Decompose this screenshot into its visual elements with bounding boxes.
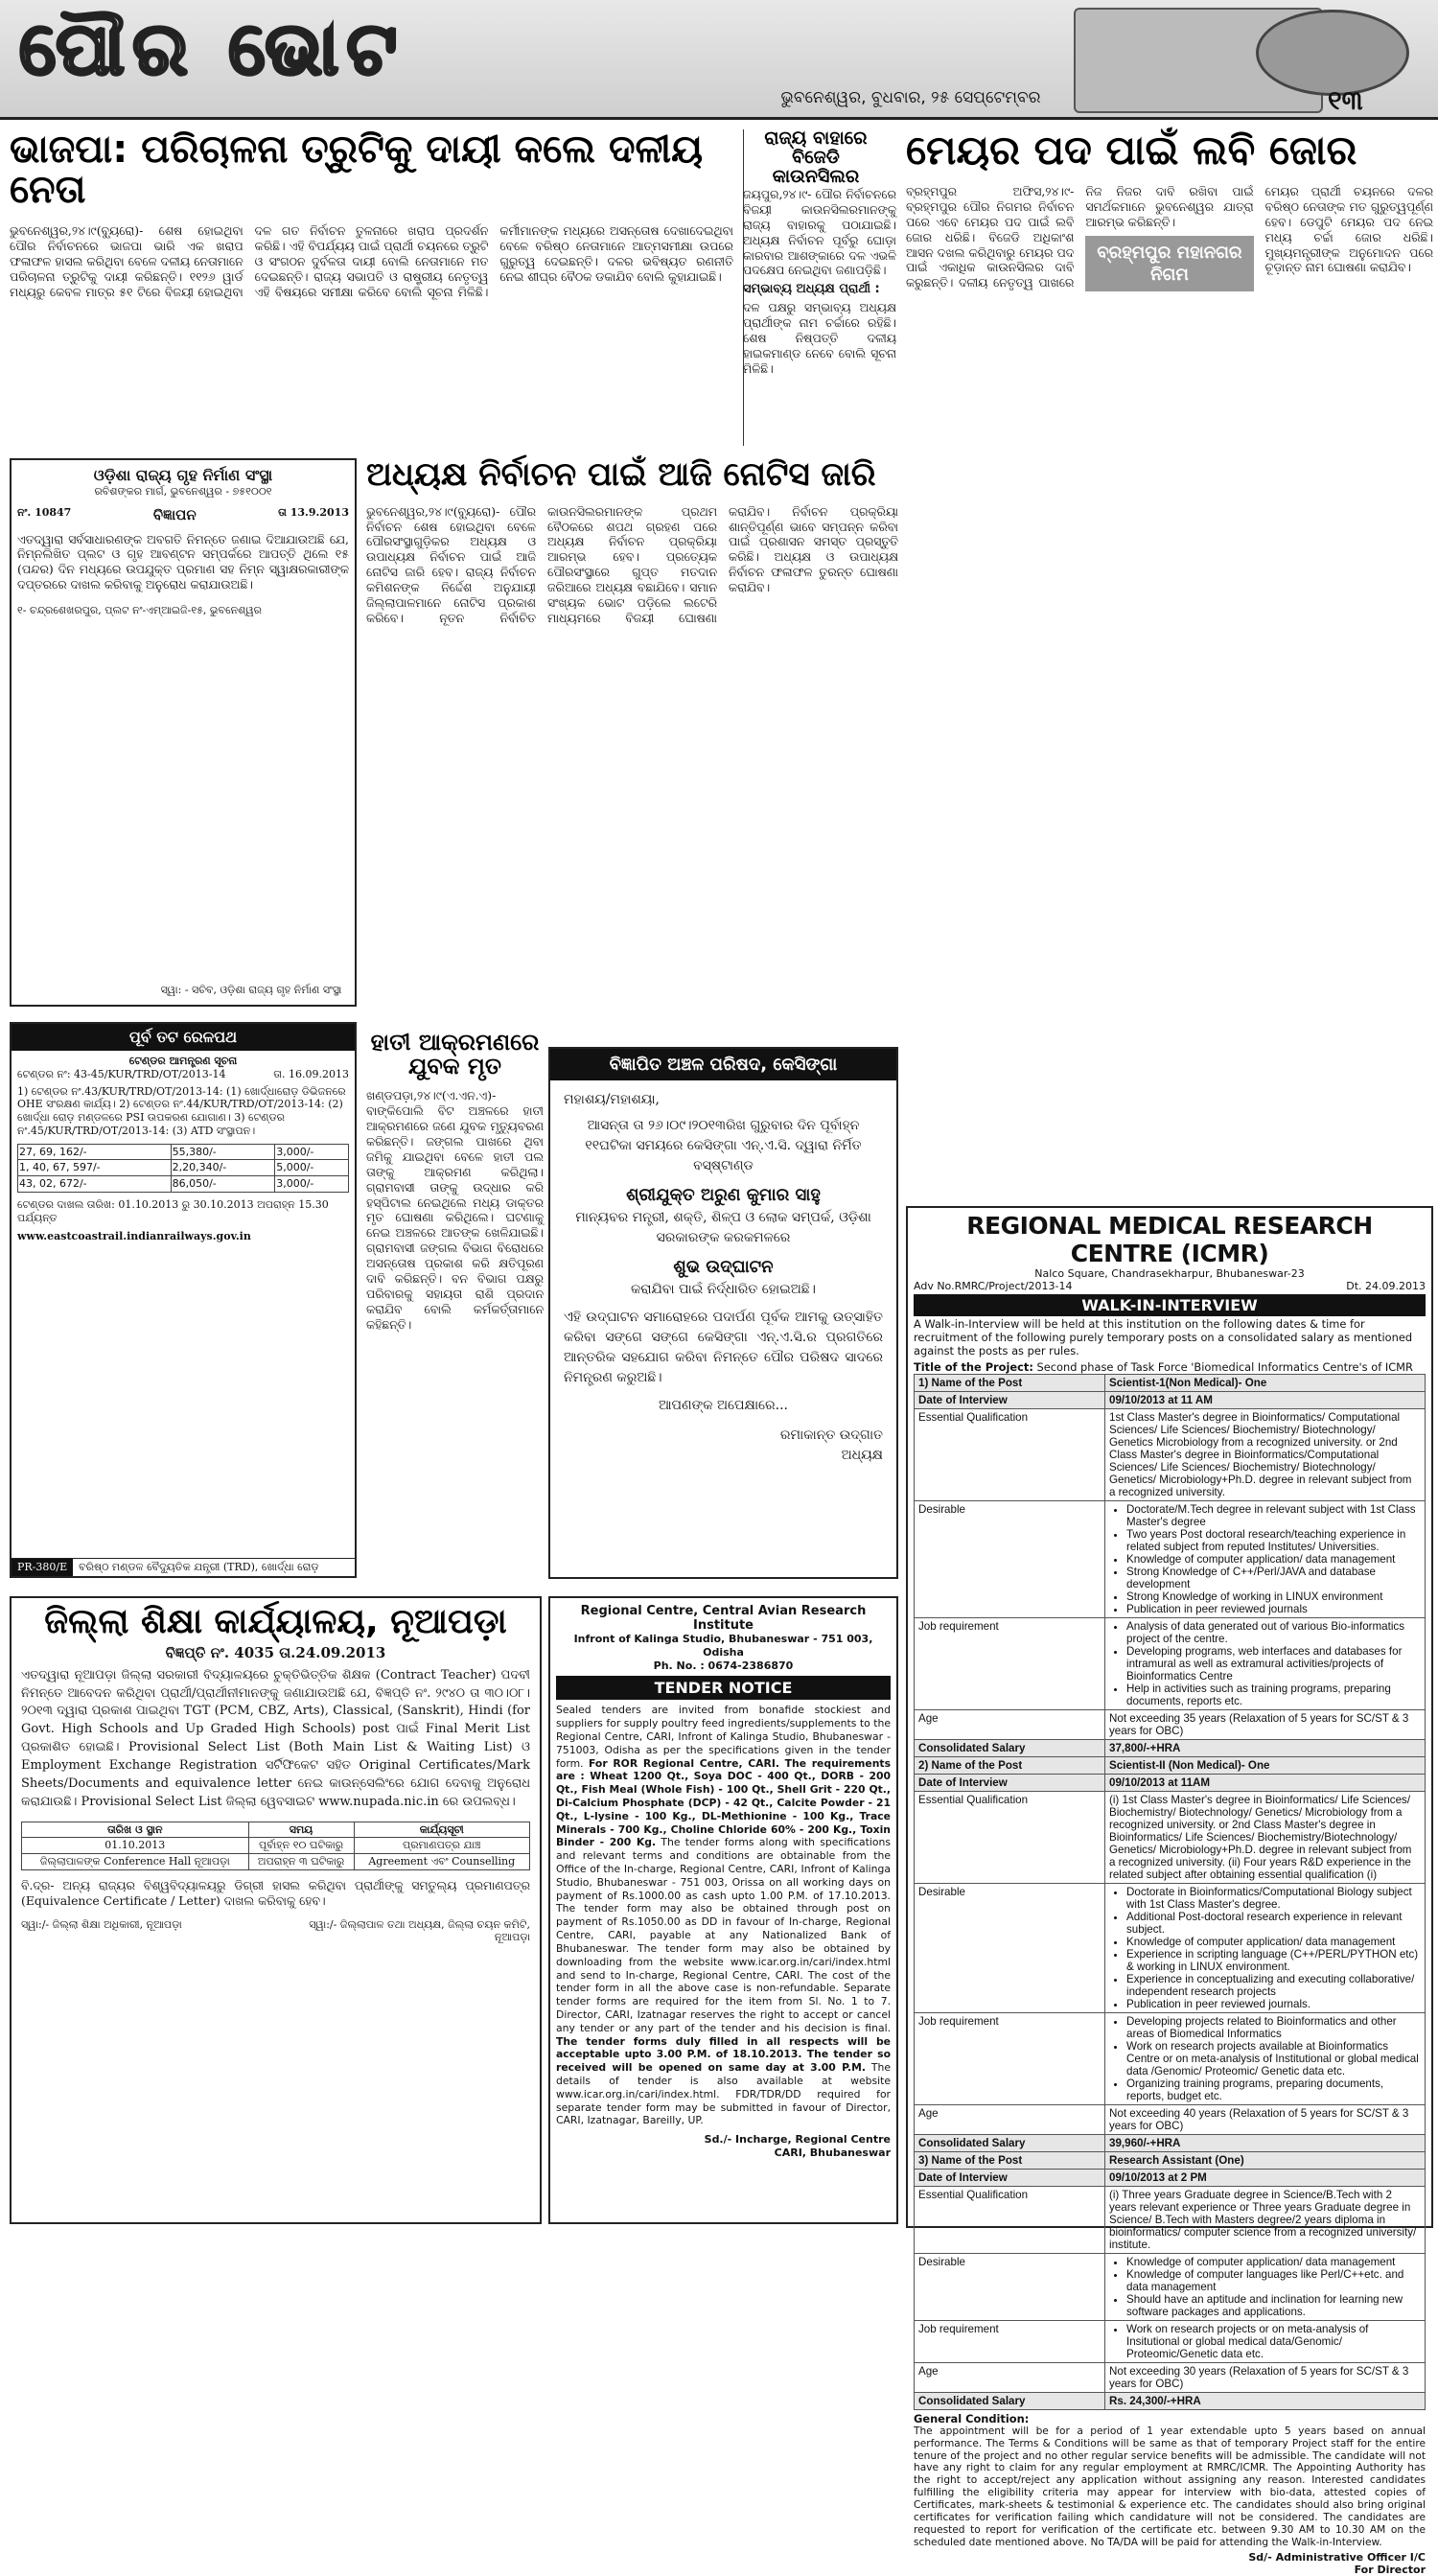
row-value: Research Assistant (One) (1105, 2151, 1426, 2169)
table-cell: ଜିଲ୍ଲାପାଳଙ୍କ Conference Hall ନୂଆପଡ଼ା (22, 1854, 249, 1870)
ad-address: Infront of Kalinga Studio, Bhubaneswar - 751 003, Odisha (573, 1633, 873, 1659)
row-label: Desirable (915, 2253, 1105, 2320)
story-body-2: ମେୟର ପ୍ରାର୍ଥୀ ଚୟନରେ ଦଳର ବରିଷ୍ଠ ନେତାଙ୍କ ମତ ଗୁରୁତ୍ୱପୂର୍ଣ୍ଣ ହେବ। ଡେପୁଟି ମେୟର ପଦ ନେଇ ମଧ୍ୟ ଚର୍ଚ୍ଚା ଜୋର ଧରିଛି। ମୁଖ୍ୟମନ୍ତ୍ରୀଙ୍କ ଅନୁମୋଦନ ପରେ ଚୂଡ଼ାନ୍ତ ନାମ ଘୋଷଣା କରାଯିବ। (1264, 184, 1433, 275)
table-cell: 01.10.2013 (22, 1838, 249, 1854)
list-item: • Work on research projects available at Bioinformatics Centre or on meta-analysis of Institutional or global medical data /Genomic/ Proteomic/ Genetic data etc. (1126, 2040, 1421, 2077)
row-label: Essential Qualification (915, 1408, 1105, 1500)
table-cell: Agreement ଏବଂ Counselling (354, 1854, 529, 1870)
ad-signature: ବରିଷ୍ଠ ମଣ୍ଡଳ ବୈଦ୍ୟୁତିକ ଯନ୍ତ୍ରୀ (TRD), ଖୋର୍ଦ୍ଧା ରୋଡ଼ (79, 1561, 319, 1574)
row-label: Desirable (915, 1883, 1105, 2012)
row-value: (i) 1st Class Master's degree in Bioinformatics/ Life Sciences/ Biochemistry/ Biotechnology/ Genetics/ Microbiology from a recognized university. or 2nd Class Master's degree in Bioinformatics/ Life Sciences/ Biochemistry/Biotechnology/ Genetics/ Microbiology+Ph.D. degree in relevant subject from a recognized university. (ii) Four years R&D experience in the related subject after obtaining essential qualification (i) (1105, 1791, 1426, 1883)
list-item: • Doctorate in Bioinformatics/Computational Biology subject with 1st Class Master's degree. (1126, 1886, 1421, 1911)
ad-requirements: For ROR Regional Centre, CARI. The requirements are : Wheat 1200 Qt., Soya DOC - 400 Qt., DORB - 200 Qt., Fish Meal (Whole Fish) - 100 Qt., Shell Grit - 220 Qt., Di-Calcium Phosphate (DCP) - 42 Qt., Calcite Powder - 21 Qt., L-lysine - 100 Kg., DL-Methionine - 100 Kg., Trace Minerals - 700 Kg., Choline Chloride 60% - 200 Kg., Toxin Binder - 200 Kg. (556, 1756, 891, 1849)
ad-footer: ବି.ଦ୍ର- ଅନ୍ୟ ରାଜ୍ୟର ବିଶ୍ୱବିଦ୍ୟାଳୟରୁ ଡିଗ୍ରୀ ହାସଲ କରିଥିବା ପ୍ରାର୍ଥୀଙ୍କୁ ସମତୁଲ୍ୟ ପ୍ରମାଣପତ୍ର (Equivalence Certificate / Letter) ଦାଖଲ କରିବାକୁ ହେବ। (21, 1877, 530, 1908)
guest-name: ଶ୍ରୀଯୁକ୍ତ ଅରୁଣ କୁମାର ସାହୁ (626, 1185, 821, 1205)
headline: ଭାଜପା: ପରିଚାଳନା ତ୍ରୁଟିକୁ ଦାୟୀ କଲେ ଦଳୀୟ ନେତା (10, 128, 704, 212)
row-label: Age (915, 2104, 1105, 2134)
page-number: ୧୩ (1328, 84, 1363, 116)
ad-rmrc-walkin (906, 1206, 1433, 2576)
ad-title: ଓଡ଼ିଶା ରାଜ୍ୟ ଗୃହ ନିର୍ମାଣ ସଂସ୍ଥା (93, 466, 273, 484)
ad-org: Regional Centre, Central Avian Research Institute (580, 1604, 867, 1633)
row-value: Not exceeding 30 years (Relaxation of 5 years for SC/ST & 3 years for OBC) (1105, 2362, 1426, 2392)
list-item: • Help in activities such as training programs, preparing documents, reports etc. (1126, 1683, 1421, 1707)
row-label: 1) Name of the Post (915, 1374, 1105, 1391)
ad-subtitle: ଟେଣ୍ଡର ଆମନ୍ତ୍ରଣ ସୂଚନା (128, 1055, 238, 1067)
cost-cell: 86,050/- (171, 1176, 275, 1193)
story-mayor (906, 129, 1433, 179)
tender-number: ଟେଣ୍ଡର ନଂ: 43-45/KUR/TRD/OT/2013-14 (17, 1067, 226, 1080)
table-header: ସମୟ (248, 1822, 354, 1838)
ad-title: ଜିଲ୍ଲା ଶିକ୍ଷା କାର୍ଯ୍ୟାଳୟ, ନୂଆପଡ଼ା (44, 1602, 507, 1641)
ad-date: ତା 13.9.2013 (278, 505, 349, 519)
list-item: • Experience in conceptualizing and executing collaborative/ independent research projects (1126, 1973, 1421, 1998)
list-item: • Work on research projects or on meta-analysis of Insitutional or global medical data/Genomic/ Proteomic/Genetic data etc. (1126, 2323, 1421, 2360)
list-item: • Should have an aptitude and inclination for learning new software packages and applications. (1126, 2293, 1421, 2318)
sign-right: ସ୍ୱା:/- ଜିଲ୍ଲାପାଳ ତଥା ଅଧ୍ୟକ୍ଷ, ଜିଲ୍ଲା ଚୟନ କମିଟି, ନୂଆପଡ଼ା (309, 1917, 530, 1944)
table-cell: ଅପରାହ୍ନ ୩ ଘଟିକାରୁ (248, 1854, 354, 1870)
ad-wait: ଆପଣଙ୍କ ଅପେକ୍ଷାରେ... (658, 1398, 788, 1413)
row-label: Age (915, 1709, 1105, 1739)
story-elephant (366, 1031, 544, 1577)
row-label: Date of Interview (915, 1391, 1105, 1408)
section-box-label: ବ୍ରହ୍ମପୁର ମହାନଗର ନିଗମ (1085, 236, 1253, 291)
masthead (0, 0, 1438, 120)
ad-closing: ଏହି ଉଦ୍‌ଘାଟନ ସମାରୋହରେ ପଦାର୍ପଣ ପୂର୍ବକ ଆମକୁ ଉତ୍ସାହିତ କରିବା ସଙ୍ଗେ ସଙ୍ଗେ କେସିଙ୍ଗା ଏନ୍.ଏ.ସି.ର ପ୍ରଗତିରେ ଆନ୍ତରିକ ସହଯୋଗ କରିବା ନିମନ୍ତେ ପୌର ପରିଷଦ ସାଦରେ ନିମନ୍ତ୍ରଣ କରୁଅଛି। (564, 1310, 883, 1385)
list-item: • Organizing training programs, preparing documents, reports, budget etc. (1126, 2077, 1421, 2102)
row-value: (i) Three years Graduate degree in Science/B.Tech with 2 years relevant experience or Three years Graduate degree in Science/ B.Tech with Masters degree/2 years diploma in bioinformatics/ computer science from a recognized university/ institute. (1105, 2186, 1426, 2253)
ad-title: REGIONAL MEDICAL RESEARCH CENTRE (ICMR) (966, 1212, 1373, 1267)
list-item: • Knowledge of computer languages like Perl/C++etc. and data management (1126, 2268, 1421, 2293)
row-value: Rs. 24,300/-+HRA (1105, 2392, 1426, 2409)
cost-cell: 5,000/- (275, 1160, 349, 1176)
tender-date: ତା. 16.09.2013 (273, 1067, 349, 1080)
table-cell: ପ୍ରମାଣପତ୍ର ଯାଞ୍ଚ (354, 1838, 529, 1854)
railway-website-link[interactable]: www.eastcoastrail.indianrailways.gov.in (17, 1230, 251, 1243)
story-body: ଖଣ୍ଡପଡ଼ା,୨୪।୯(ଏ.ଏନ.ଏ)- ବାଙ୍କିପୋଲି ବିଟ ଅଞ୍ଚଳରେ ହାତୀ ଆକ୍ରମଣରେ ଜଣେ ଯୁବକ ମୃତ୍ୟୁବରଣ କରିଛନ୍ତି। ଜଙ୍ଗଲ ପାଖରେ ଥିବା ଜମିକୁ ଯାଇଥିବା ବେଳେ ହାତୀ ପଲ ତାଙ୍କୁ ଆକ୍ରମଣ କରିଥିଲା। ଗ୍ରାମବାସୀ ତାଙ୍କୁ ଉଦ୍ଧାର କରି ହସ୍ପିଟାଲ ନେଇଥିଲେ ମଧ୍ୟ ଡାକ୍ତର ମୃତ ଘୋଷଣା କରିଥିଲେ। ଘଟଣାକୁ ନେଇ ଅଞ୍ଚଳରେ ଆତଙ୍କ ଖେଳିଯାଇଛି। ଗ୍ରାମବାସୀ ଜଙ୍ଗଲ ବିଭାଗ ବିରୋଧରେ ଅସନ୍ତୋଷ ପ୍ରକାଶ କରି କ୍ଷତିପୂରଣ ଦାବି କରିଛନ୍ତି। ବନ ବିଭାଗ ପକ୍ଷରୁ ପରିବାରକୁ ସହାୟତା ରାଶି ପ୍ରଦାନ କରାଯିବ ବୋଲି କର୍ମକର୍ତ୍ତାମାନେ କହିଛନ୍ତି। (366, 1088, 544, 1332)
row-value: 09/10/2013 at 11AM (1105, 1774, 1426, 1791)
list-item: • Two years Post doctoral research/teaching experience in related subject from reputed Institutes/ Universities. (1126, 1528, 1421, 1553)
row-label: Job requirement (915, 2012, 1105, 2104)
list-item: • Analysis of data generated out of various Bio-informatics project of the centre. (1126, 1620, 1421, 1645)
ballot-logo-icon (1256, 10, 1409, 96)
project-label: Title of the Project: (914, 1359, 1033, 1374)
event-name: ଶୁଭ ଉଦ୍‌ଘାଟନ (673, 1257, 774, 1277)
row-value: Scientist-II (Non Medical)- One (1105, 1756, 1426, 1774)
ad-body: ଏତଦ୍ୱାରା ନୂଆପଡ଼ା ଜିଲ୍ଲା ସରକାରୀ ବିଦ୍ୟାଳୟରେ ଚୁକ୍ତିଭିତ୍ତିକ ଶିକ୍ଷକ (Contract Teacher) ପଦବୀ ନିମନ୍ତେ ଆବେଦନ କରିଥିବା ପ୍ରାର୍ଥୀ/ପ୍ରାର୍ଥୀନୀମାନଙ୍କୁ ଜଣାଯାଉଅଛି ଯେ, ବିଜ୍ଞପ୍ତି ନଂ. ୨୯୪୦ ତା ୩୦।୦୮।୨୦୧୩ ଦ୍ୱାରା ପ୍ରକାଶ ପାଇଥିବା TGT (PCM, CBZ, Arts), Classical, (Sanskrit), Hindi (for Govt. High Schools and Up Graded High Schools) post ପାଇଁ Final Merit List ପ୍ରକାଶିତ ହୋଇଛି। Provisional Select List (Both Main List & Waiting List) ଓ Employment Exchange Registration ସର୍ଟିଫିକେଟ ସହିତ Original Certificates/Mark Sheets/Documents and equivalence letter ନେଇ କାଉନ୍‌ସେଲିଂରେ ଯୋଗ ଦେବାକୁ ଅନୁରୋଧ କରାଯାଉଛି। Provisional Select List ଜିଲ୍ଲା ୱେବସାଇଟ www.nupada.nic.in ରେ ଉପଲବ୍ଧ। (21, 1667, 530, 1809)
posts-table (914, 1374, 1426, 2410)
ad-signature-2: For Director (1354, 2563, 1426, 2576)
row-label: 2) Name of the Post (915, 1756, 1105, 1774)
dateline: ଭୁବନେଶ୍ୱର, ବୁଧବାର, ୨୫ ସେପ୍ଟେମ୍ବର (780, 88, 1041, 107)
cost-cell: 1, 40, 67, 597/- (18, 1160, 172, 1176)
ad-body: ଆସନ୍ତା ତା ୨୬।୦୯।୨୦୧୩ରିଖ ଗୁରୁବାର ଦିନ ପୂର୍ବାହ୍ନ ୧୧ଘଟିକା ସମୟରେ କେସିଙ୍ଗା ଏନ୍.ଏ.ସି. ଦ୍ୱାରା ନିର୍ମିତ ବସ୍ଷ୍ଟାଣ୍ଡ (585, 1118, 862, 1173)
row-label: Essential Qualification (915, 1791, 1105, 1883)
headline: ଅଧ୍ୟକ୍ଷ ନିର୍ବାଚନ ପାଇଁ ଆଜି ନୋଟିସ ଜାରି (366, 455, 876, 494)
general-label: General Condition: (914, 2411, 1030, 2425)
table-header: ତାରିଖ ଓ ସ୍ଥାନ (22, 1822, 249, 1838)
ad-signature-title: ଅଧ୍ୟକ୍ଷ (841, 1448, 883, 1463)
ad-signature: Sd/- Administrative Officer I/C (1248, 2550, 1426, 2564)
list-item: • Strong Knowledge of working in LINUX environment (1126, 1590, 1421, 1603)
row-value: 37,800/-+HRA (1105, 1739, 1426, 1756)
story-body: ଜୟପୁର,୨୪।୯- ପୌର ନିର୍ବାଚନରେ ବିଜୟୀ କାଉନସିଲରମାନଙ୍କୁ ରାଜ୍ୟ ବାହାରକୁ ପଠାଯାଇଛି। ଅଧ୍ୟକ୍ଷ ନିର୍ବାଚନ ପୂର୍ବରୁ ଘୋଡ଼ା କାରବାର ଆଶଙ୍କାରେ ଦଳ ଏଭଳି ପଦକ୍ଷେପ ନେଇଥିବା ଜଣାପଡ଼ିଛି। (743, 187, 896, 278)
ad-title: ପୂର୍ବ ତଟ ରେଳପଥ (12, 1024, 355, 1051)
list-item: • Publication in peer reviewed journals. (1126, 1998, 1421, 2010)
row-label: Job requirement (915, 1617, 1105, 1709)
notice-number: ବିଜ୍ଞପ୍ତି ନଂ. 4035 ତା.24.09.2013 (165, 1643, 386, 1661)
ad-salutation: ମହାଶୟ/ମହାଶୟା, (564, 1092, 660, 1107)
ad-housing-board (10, 458, 357, 1007)
ad-body-2: The tender forms along with specifications and relevant terms and conditions are obtainable from the Office of the In-charge, Regional Centre, CARI, Infront of Kalinga Studio, Bhubaneswar - 751 003, Orissa on all working days on payment of Rs.1000.00 as cash upto 1.00 P.M. of 17.10.2013. The tender form may also be obtained through post on payment of Rs.1050.00 as DD in favour of In-charge, Regional Centre, CARI, payable at any Nationalized Bank of Bhubaneswar. The tender form may also be obtained by downloading from the website www.icar.org.in/cari/index.html and send to In-charge, Regional Centre, CARI. The cost of the tender form in all the above case is non-refundable. Separate tender forms are required for the item from Sl. No. 1 to 7. Director, CARI, Izatnagar reserves the right to accept or cancel any tender or any part of the tender and his decision is final. (556, 1836, 891, 2034)
ad-ref: ନଂ. 10847 (17, 505, 72, 519)
list-item: • Doctorate/M.Tech degree in relevant subject with 1st Class Master's degree (1126, 1503, 1421, 1528)
list-item: • Knowledge of computer application/ data management (1126, 1936, 1421, 1948)
row-value: 09/10/2013 at 11 AM (1105, 1391, 1426, 1408)
ad-date: Dt. 24.09.2013 (1346, 1280, 1426, 1292)
ad-body: ଏତଦ୍ୱାରା ସର୍ବସାଧାରଣଙ୍କ ଅବଗତି ନିମନ୍ତେ ଜଣାଇ ଦିଆଯାଉଅଛି ଯେ, ନିମ୍ନଲିଖିତ ପ୍ଲଟ ଓ ଗୃହ ଆବଣ୍ଟନ ସମ୍ପର୍କରେ ଆପତ୍ତି ଥିଲେ ୧୫ (ପନ୍ଦର) ଦିନ ମଧ୍ୟରେ ଉପଯୁକ୍ତ ପ୍ରମାଣ ସହ ନିମ୍ନ ସ୍ୱାକ୍ଷରକାରୀଙ୍କ ଦପ୍ତରରେ ଦାଖଲ କରିବାକୁ ଅନୁରୋଧ କରାଯାଉଅଛି। (17, 531, 349, 592)
ad-adv-number: Adv No.RMRC/Project/2013-14 (914, 1280, 1073, 1292)
story-body: ବ୍ରହ୍ମପୁର ଅଫିସ,୨୪।୯- ବ୍ରହ୍ମପୁର ପୌର ନିଗମର ନିର୍ବାଚନ ପରେ ଏବେ ମେୟର ପଦ ପାଇଁ ଲବି ଜୋର ଧରିଛି। ବିଜେଡି ଅଧିକାଂଶ ଆସନ ଦଖଲ କରିଥିବାରୁ ମେୟର ପଦ ପାଇଁ ଏକାଧିକ କାଉନସିଲର ଦାବି କରୁଛନ୍ତି। ଦଳୀୟ ନେତୃତ୍ୱ ପାଖରେ ନିଜ ନିଜର ଦାବି ରଖିବା ପାଇଁ ସମର୍ଥକମାନେ ଭୁବନେଶ୍ୱର ଯାତ୍ରା ଆରମ୍ଭ କରିଛନ୍ତି। (906, 184, 1254, 290)
table-header: କାର୍ଯ୍ୟସୂଚୀ (354, 1822, 529, 1838)
cost-cell: 43, 02, 672/- (18, 1176, 172, 1193)
row-value: Scientist-1(Non Medical)- One (1105, 1374, 1426, 1391)
general-conditions: The appointment will be for a period of 1 year extendable upto 5 years based on annual performance. The Terms & Conditions will be same as that of temporary Project staff for the entire tenure of the project and no other regular service benefits will be admissible. The candidate will not have any right to claim for any regular employment at RMRC/ICMR. The Appointing Authority has the right to accept/reject any application without assigning any reason. Interested candidates fulfilling the eligibility criteria may appear for interview with bio-data, attested copies of Certificates, mark-sheets & testimonial & experience etc. The candidates should also bring original certificates for verification failing which candidature will not be considered. The candidates are requested to report for verification of the certificate etc. between 9.30 AM to 10.30 AM on the scheduled date mentioned above. No TA/DA will be paid for attending the Walk-in-Interview. (914, 2425, 1426, 2549)
ad-title: TENDER NOTICE (556, 1676, 891, 1700)
story-bjp (10, 129, 733, 446)
ad-cari-tender (548, 1596, 898, 2224)
tender-dates: ଟେଣ୍ଡର ଦାଖଲ ତାରିଖ: 01.10.2013 ରୁ 30.10.2013 ଅପରାହ୍ନ 15.30 ପର୍ଯ୍ୟନ୍ତ (17, 1197, 329, 1224)
list-item: • Knowledge of computer application/ data management (1126, 2256, 1421, 2268)
row-value: Not exceeding 35 years (Relaxation of 5 years for SC/ST & 3 years for OBC) (1105, 1709, 1426, 1739)
ad-banner: WALK-IN-INTERVIEW (914, 1294, 1426, 1316)
row-label: Date of Interview (915, 1774, 1105, 1791)
list-item: • Additional Post-doctoral research experience in relevant subject. (1126, 1911, 1421, 1936)
row-label: Date of Interview (915, 2169, 1105, 2186)
row-label: Job requirement (915, 2320, 1105, 2362)
ad-body: 1) ଟେଣ୍ଡର ନଂ.43/KUR/TRD/OT/2013-14: (1) ଖୋର୍ଦ୍ଧାରୋଡ଼ ଡିଭିଜନରେ OHE ସଂରକ୍ଷଣ କାର୍ଯ୍ୟ। 2) ଟେଣ୍ଡର ନଂ.44/KUR/TRD/OT/2013-14: (2) ଖୋର୍ଦ୍ଧା ରୋଡ଼ ମଣ୍ଡଳରେ PSI ଉପକରଣ ଯୋଗାଣ। 3) ଟେଣ୍ଡର ନଂ.45/KUR/TRD/OT/2013-14: (3) ATD ସଂସ୍ଥାପନ। (17, 1084, 346, 1137)
row-label: Age (915, 2362, 1105, 2392)
ad-signature-2: CARI, Bhubaneswar (774, 2147, 891, 2159)
event-note: କରାଯିବା ପାଇଁ ନିର୍ଦ୍ଧାରିତ ହୋଇଅଛି। (631, 1282, 816, 1297)
headline: ହାତୀ ଆକ୍ରମଣରେ ଯୁବକ ମୃତ (370, 1029, 540, 1080)
ad-phone: Ph. No. : 0674-2386870 (653, 1659, 794, 1672)
ad-railway (10, 1022, 357, 1578)
list-item: • Knowledge of computer application/ data management (1126, 1553, 1421, 1566)
row-label: Consolidated Salary (915, 2392, 1105, 2409)
row-label: Consolidated Salary (915, 1739, 1105, 1756)
ad-address: Nalco Square, Chandrasekharpur, Bhubaneswar-23 (1034, 1267, 1305, 1280)
story-body: ଭୁବନେଶ୍ୱର,୨୪।୯(ବ୍ୟୁରୋ)- ପୌର ନିର୍ବାଚନ ଶେଷ ହୋଇଥିବା ବେଳେ ପୌରସଂସ୍ଥାଗୁଡ଼ିକର ଅଧ୍ୟକ୍ଷ ଓ ଉପାଧ୍ୟକ୍ଷ ନିର୍ବାଚନ ପାଇଁ ଆଜି ନୋଟିସ ଜାରି ହେବ। ରାଜ୍ୟ ନିର୍ବାଚନ କମିଶନଙ୍କ ନିର୍ଦ୍ଦେଶ ଅନୁଯାୟୀ ଜିଲ୍ଲାପାଳମାନେ ନୋଟିସ ପ୍ରକାଶ କରିବେ। ନୂତନ ନିର୍ବାଚିତ କାଉନସିଲରମାନଙ୍କ ପ୍ରଥମ ବୈଠକରେ ଶପଥ ଗ୍ରହଣ ପରେ ଅଧ୍ୟକ୍ଷ ନିର୍ବାଚନ ପ୍ରକ୍ରିୟା ଆରମ୍ଭ ହେବ। ପ୍ରତ୍ୟେକ ପୌରସଂସ୍ଥାରେ ଗୁପ୍ତ ମତଦାନ ଜରିଆରେ ଅଧ୍ୟକ୍ଷ ବଛାଯିବେ। ସମାନ ସଂଖ୍ୟକ ଭୋଟ ପଡ଼ିଲେ ଲଟେରି ମାଧ୍ୟମରେ ବିଜୟୀ ଘୋଷଣା କରାଯିବ। ନିର୍ବାଚନ ପ୍ରକ୍ରିୟା ଶାନ୍ତିପୂର୍ଣ୍ଣ ଭାବେ ସମ୍ପନ୍ନ କରିବା ପାଇଁ ପ୍ରଶାସନ ସମସ୍ତ ପ୍ରସ୍ତୁତି କରିଛି। ଅଧ୍ୟକ୍ଷ ଓ ଉପାଧ୍ୟକ୍ଷ ନିର୍ବାଚନ ଫଳାଫଳ ତୁରନ୍ତ ଘୋଷଣା କରାଯିବ। (366, 503, 898, 625)
section-title: ପୌର ଭୋଟ (19, 6, 406, 91)
cost-cell: 2,20,340/- (171, 1160, 275, 1176)
ad-row: ୧- ଚନ୍ଦ୍ରଶେଖରପୁର, ପ୍ଲଟ ନଂ-ଏମ୍ଆଇଜି-୧୫, ଭୁବନେଶ୍ୱର (17, 604, 262, 616)
story-mayor-body (906, 184, 1433, 443)
ad-address: ରବିଶଙ୍କର ମାର୍ଗ, ଭୁବନେଶ୍ୱର - ୭୫୧୦୦୧ (94, 485, 272, 498)
story-body: ଭୁବନେଶ୍ୱର,୨୪।୯(ବ୍ୟୁରୋ)- ଶେଷ ହୋଇଥିବା ପୌର ନିର୍ବାଚନରେ ଭାଜପା ଭାରି ଏକ ଖରାପ ଫଳାଫଳ ହାସଲ କରିଥିବା ବେଳେ ଦଳୀୟ ନେତାମାନେ ପରିଚାଳନା ତ୍ରୁଟିକୁ ଦାୟୀ କରିଛନ୍ତି। ୧୧୨୬ ୱାର୍ଡ ମଧ୍ୟରୁ କେବଳ ମାତ୍ର ୫୧ ଟିରେ ବିଜୟୀ ହୋଇଥିବା ଦଳ ଗତ ନିର୍ବାଚନ ତୁଳନାରେ ଖରାପ ପ୍ରଦର୍ଶନ କରିଛି। ଏହି ବିପର୍ଯ୍ୟୟ ପାଇଁ ପ୍ରାର୍ଥୀ ଚୟନରେ ତ୍ରୁଟି ଓ ସଂଗଠନ ଦୁର୍ବଳତା ଦାୟୀ ବୋଲି ନେତାମାନେ ମତ ଦେଇଛନ୍ତି। ରାଜ୍ୟ ସଭାପତି ଓ ରାଷ୍ଟ୍ରୀୟ ନେତୃତ୍ୱ ଏହି ବିଷୟରେ ସମୀକ୍ଷା କରିବେ ବୋଲି ସୂଚନା ମିଳିଛି। କର୍ମୀମାନଙ୍କ ମଧ୍ୟରେ ଅସନ୍ତୋଷ ଦେଖାଦେଇଥିବା ବେଳେ ବରିଷ୍ଠ ନେତାମାନେ ଆତ୍ମସମୀକ୍ଷା ଉପରେ ଗୁରୁତ୍ୱ ଦେଇଛନ୍ତି। ଦଳର ଭବିଷ୍ୟତ ରଣନୀତି ନେଇ ଶୀଘ୍ର ବୈଠକ ଡକାଯିବ ବୋଲି କୁହାଯାଇଛି। (10, 223, 733, 299)
row-value: 39,960/-+HRA (1105, 2134, 1426, 2151)
ad-district-education (10, 1596, 542, 2224)
sign-left: ସ୍ୱା:/- ଜିଲ୍ଲା ଶିକ୍ଷା ଅଧିକାରୀ, ନୂଆପଡ଼ା (21, 1917, 182, 1931)
ad-code: PR-380/E (12, 1559, 73, 1576)
ad-signature: ରମାକାନ୍ତ ଉଦ୍ଗାତ (779, 1427, 883, 1443)
list-item: • Developing programs, web interfaces and databases for intramural as well as extramural activities/projects of Bioinformatics Centre (1126, 1645, 1421, 1683)
headline: ରାଜ୍ୟ ବାହାରେ ବିଜେଡି କାଉନସିଲର (764, 128, 868, 187)
list-item: • Publication in peer reviewed journals (1126, 1603, 1421, 1615)
ad-nac-kesinga (548, 1047, 898, 1579)
cost-cell: 3,000/- (275, 1176, 349, 1193)
row-label: Desirable (915, 1500, 1105, 1617)
ad-signature: ସ୍ୱା: - ସଚିବ, ଓଡ଼ିଶା ରାଜ୍ୟ ଗୃହ ନିର୍ମାଣ ସଂସ୍ଥା (160, 984, 342, 997)
row-label: Consolidated Salary (915, 2134, 1105, 2151)
headline: ମେୟର ପଦ ପାଇଁ ଲବି ଜୋର (906, 127, 1357, 174)
cost-cell: 55,380/- (171, 1144, 275, 1160)
story-bjd-body (743, 187, 896, 446)
ad-title: ବିଜ୍ଞାପିତ ଅଞ୍ଚଳ ପରିଷଦ, କେସିଙ୍ଗା (550, 1049, 896, 1080)
project-title: Second phase of Task Force 'Biomedical Informatics Centre's of ICMR (1036, 1359, 1413, 1374)
story-body-2: ଦଳ ପକ୍ଷରୁ ସମ୍ଭାବ୍ୟ ଅଧ୍ୟକ୍ଷ ପ୍ରାର୍ଥୀଙ୍କ ନାମ ଚର୍ଚ୍ଚାରେ ରହିଛି। ଶେଷ ନିଷ୍ପତ୍ତି ଦଳୀୟ ହାଇକମାଣ୍ଡ ନେବେ ବୋଲି ସୂଚନା ମିଳିଛି। (743, 300, 896, 376)
list-item: • Strong Knowledge of C++/Perl/JAVA and database development (1126, 1566, 1421, 1590)
ad-intro: A Walk-in-Interview will be held at this institution on the following dates & time for recruitment of the following purely temporary posts on a consolidated salary as mentioned against the posts as per rules. (914, 1317, 1413, 1358)
subhead: ସମ୍ଭାବ୍ୟ ଅଧ୍ୟକ୍ଷ ପ୍ରାର୍ଥୀ : (743, 282, 880, 297)
row-label: Essential Qualification (915, 2186, 1105, 2253)
table-cell: ପୂର୍ବାହ୍ନ ୧୦ ଘଟିକାରୁ (248, 1838, 354, 1854)
guest-title: ମାନ୍ୟବର ମନ୍ତ୍ରୀ, ଶକ୍ତି, ଶିଳ୍ପ ଓ ଲୋକ ସମ୍ପର୍କ, ଓଡ଼ିଶା ସରକାରଙ୍କ କରକମଳରେ (575, 1210, 871, 1245)
ad-notice-label: ବିଜ୍ଞାପନ (152, 505, 197, 523)
list-item: • Experience in scripting language (C++/PERL/PYTHON etc) & working in LINUX environment. (1126, 1948, 1421, 1973)
list-item: • Developing projects related to Bioinformatics and other areas of Biomedical Informatics (1126, 2015, 1421, 2040)
cost-cell: 27, 69, 162/- (18, 1144, 172, 1160)
ad-website-note: The details of tender is also available at website www.icar.org.in/cari/index.html. FDR/TDR/DD required for separate tender form may be submitted in favour of Director, CARI, Izatnagar, Bareilly, UP. (556, 2061, 892, 2127)
row-label: 3) Name of the Post (915, 2151, 1105, 2169)
ad-body: Sealed tenders are invited from bonafide stockiest and suppliers for supply poultry feed ingredients/supplements to the Regional Centre, CARI, Infront of Kalinga Studio, Bhubaneswar - 751003, Odisha as per the specifications given in the tender form. (556, 1704, 891, 1770)
cost-cell: 3,000/- (275, 1144, 349, 1160)
row-value: 09/10/2013 at 2 PM (1105, 2169, 1426, 2186)
ad-signature: Sd./- Incharge, Regional Centre (704, 2133, 891, 2147)
story-notice (366, 455, 898, 1024)
row-value: 1st Class Master's degree in Bioinformatics/ Computational Sciences/ Life Sciences/ Biochemistry/ Biotechnology/ Genetics Microbiology from a recognized university. or 2nd Class Master's degree in Bioinformatics/Computational Sciences/ Life Sciences/ Biochemistry/ Biotechnology/ Genetics/ Microbiology+Ph.D. degree in relevant subject from a recognized university. (1105, 1408, 1426, 1500)
row-value: Not exceeding 40 years (Relaxation of 5 years for SC/ST & 3 years for OBC) (1105, 2104, 1426, 2134)
ad-deadline: The tender forms duly filled in all respects will be acceptable upto 3.00 P.M. of 18.10.2013. The tender so received will be opened on same day at 3.00 P.M. (556, 2034, 891, 2075)
